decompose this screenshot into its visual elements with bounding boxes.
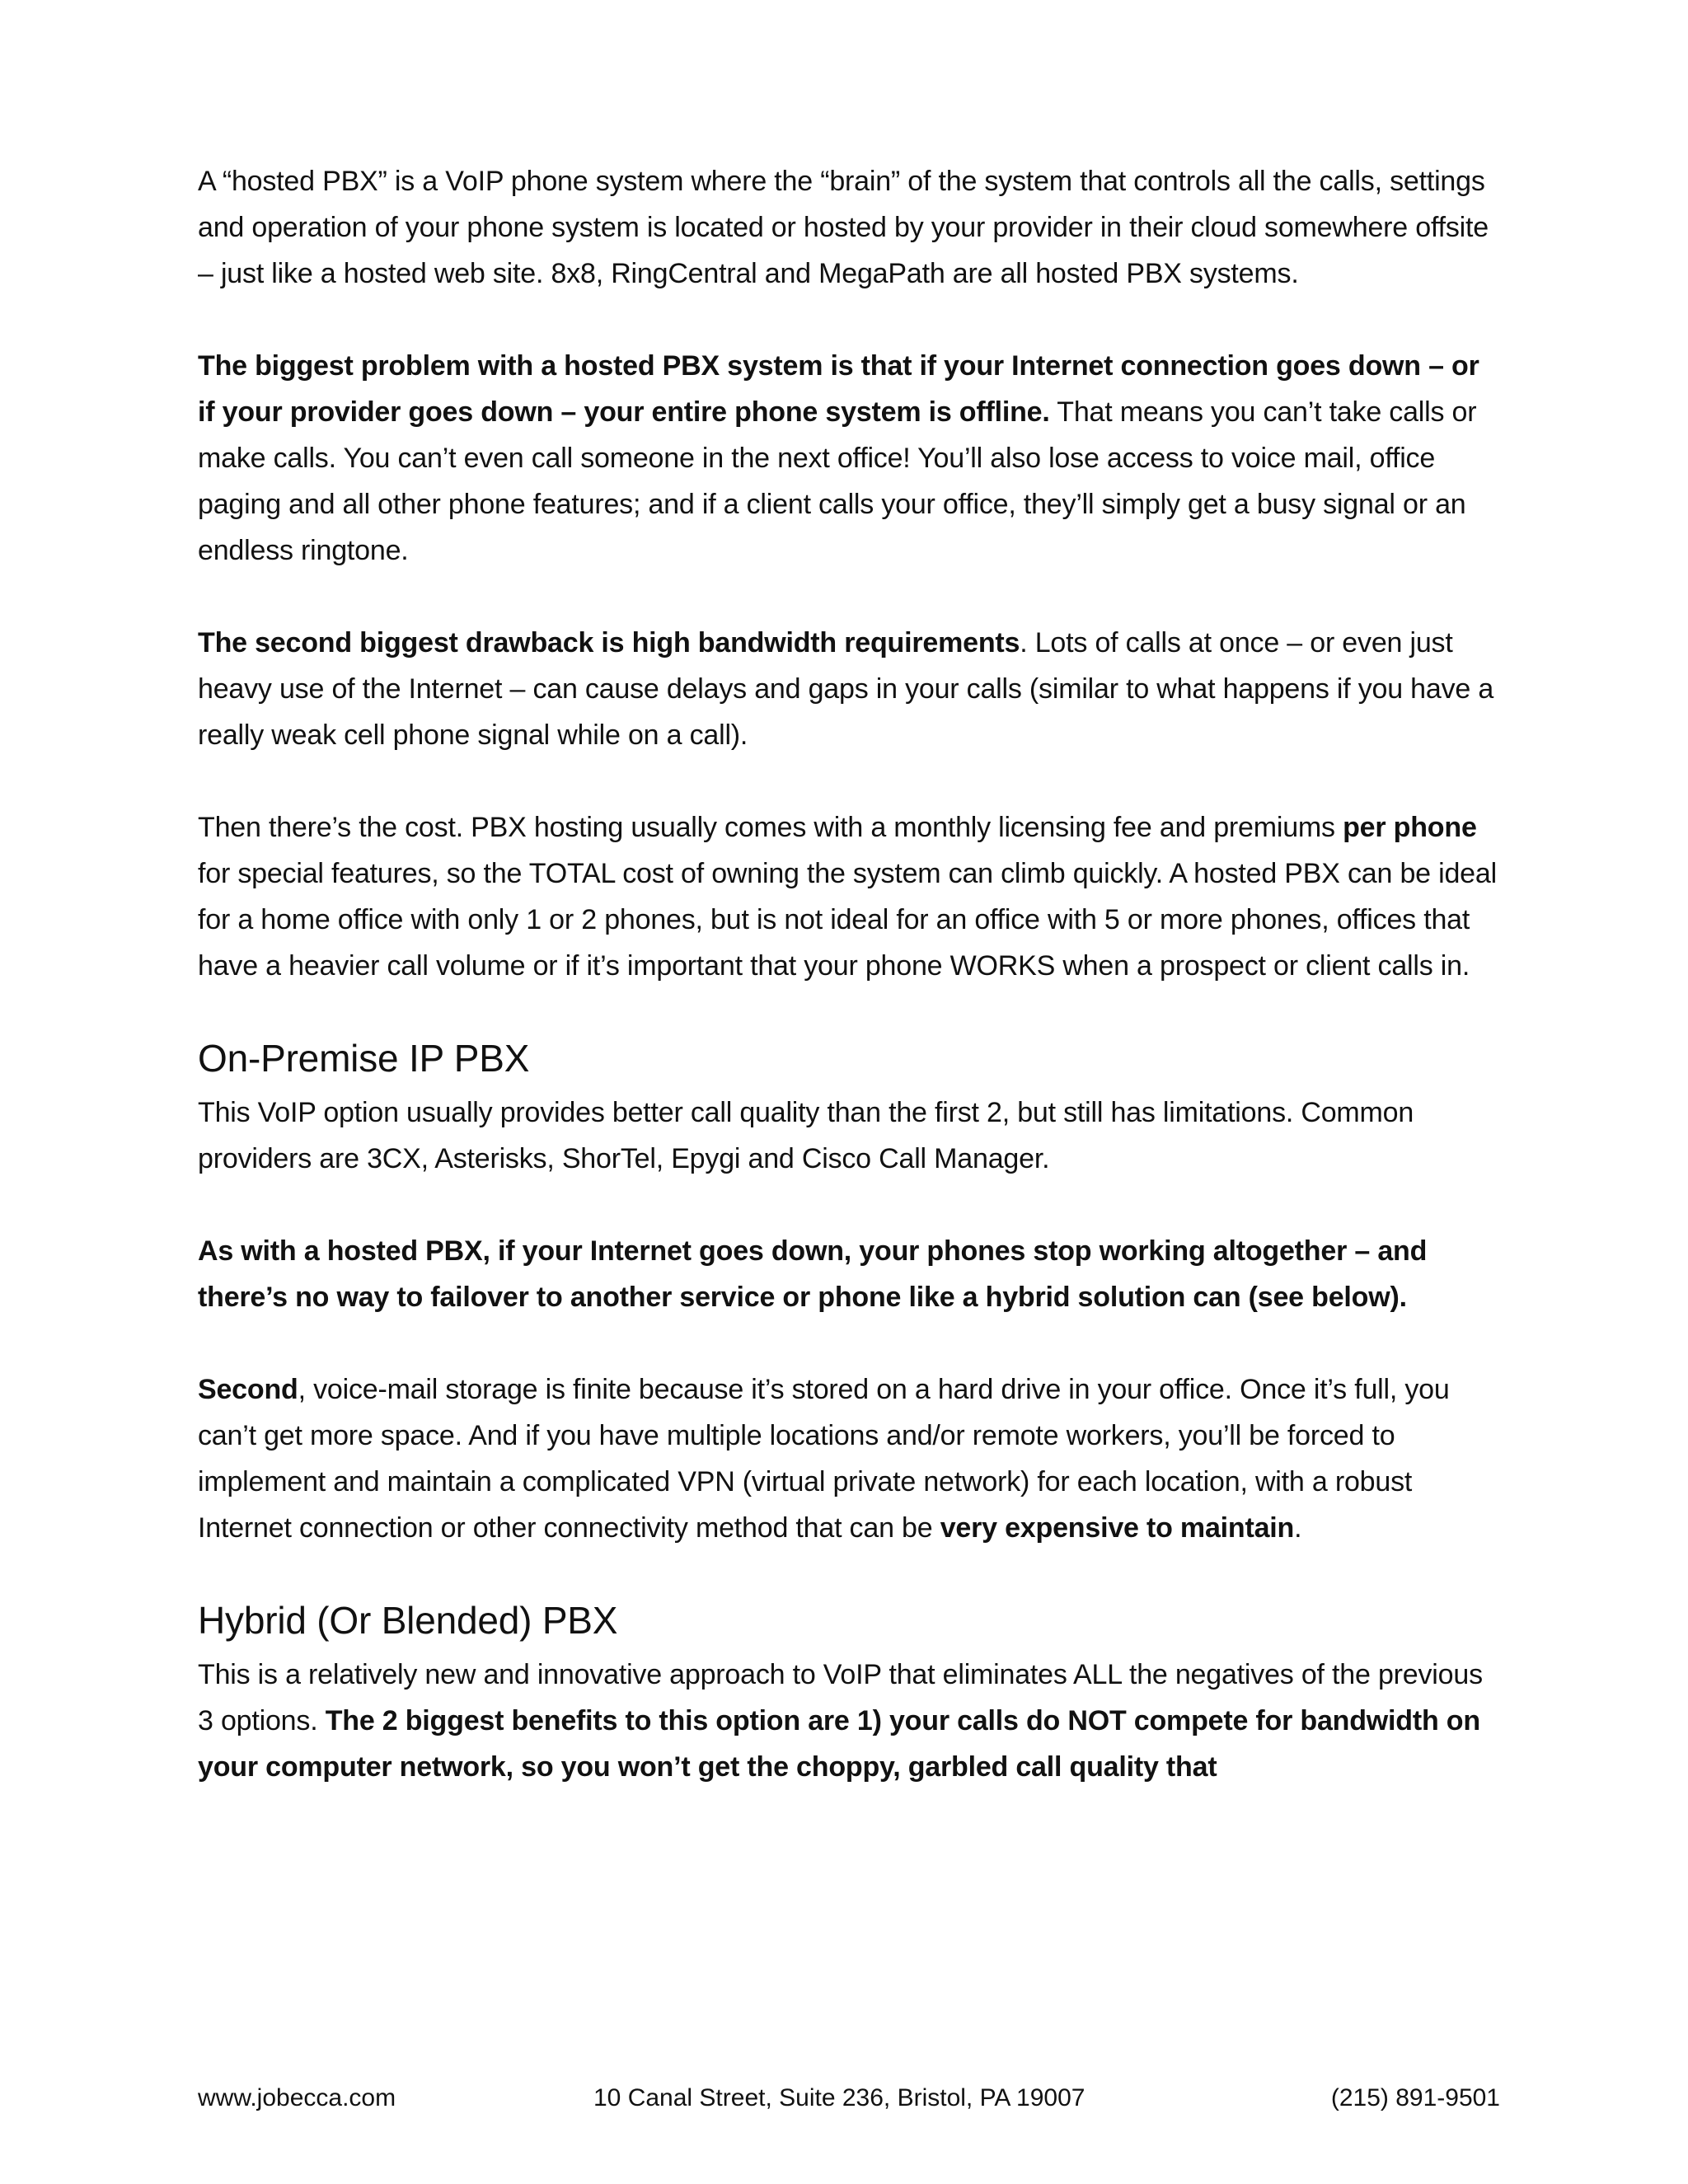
paragraph-text: This is a relatively new and innovative approach to VoIP that eliminates ALL the negatives of the previous 3 options. bbox=[198, 1659, 1483, 1736]
paragraph-text: . Lots of calls at once – or even just heavy use of the Internet – can cause delays and gaps in your calls (similar to what happens if you have a really weak cell phone signal while on a call). bbox=[198, 627, 1494, 751]
footer-website: www.jobecca.com bbox=[198, 2084, 396, 2111]
paragraph-hosted-pbx-problem bbox=[198, 343, 1500, 574]
bold-text: The biggest problem with a hosted PBX system is that if your Internet connection goes down – or if your provider goes down – your entire phone system is offline. bbox=[198, 350, 1479, 428]
page-footer bbox=[198, 2082, 1500, 2115]
paragraph-voicemail-storage bbox=[198, 1366, 1500, 1551]
paragraph-text: That means you can’t take calls or make calls. You can’t even call someone in the next office! You’ll also lose access to voice mail, office paging and all other phone features; and if a client calls your office, they’ll simply get a busy signal or an endless ringtone. bbox=[198, 396, 1477, 566]
paragraph-on-premise-intro bbox=[198, 1090, 1500, 1182]
paragraph-text: for special features, so the TOTAL cost of owning the system can climb quickly. A hosted PBX can be ideal for a home office with only 1 or 2 phones, but is not ideal for an office with 5 or more phones, offices that have a heavier call volume or if it’s important that your phone WORKS when a prospect or client calls in. bbox=[198, 858, 1497, 982]
paragraph-bandwidth-drawback bbox=[198, 620, 1500, 758]
paragraph-text: , voice-mail storage is finite because it’s stored on a hard drive in your office. Once it’s full, you can’t get more space. And if you have multiple locations and/or remote workers, you’ll be forced to implement and maintain a complicated VPN (virtual private network) for each location, with a robust Internet connection or other connectivity method that can be bbox=[198, 1374, 1450, 1544]
bold-text: The second biggest drawback is high bandwidth requirements bbox=[198, 627, 1020, 658]
paragraph-text: A “hosted PBX” is a VoIP phone system where the “brain” of the system that controls all the calls, settings and operation of your phone system is located or hosted by your provider in their cloud somewhere offsite – just like a hosted web site. 8x8, RingCentral and MegaPath are all hosted PBX systems. bbox=[198, 166, 1489, 289]
bold-text: The 2 biggest benefits to this option are 1) your calls do NOT compete for bandwidth on your computer network, so you won’t get the choppy, garbled call quality that bbox=[198, 1705, 1480, 1783]
paragraph-hosted-pbx-intro bbox=[198, 158, 1500, 297]
bold-text: very expensive to maintain bbox=[940, 1512, 1295, 1544]
paragraph-text: . bbox=[1294, 1512, 1302, 1544]
paragraph-on-premise-failover bbox=[198, 1228, 1500, 1320]
footer-address: 10 Canal Street, Suite 236, Bristol, PA 19007 bbox=[593, 2084, 1085, 2111]
paragraph-cost bbox=[198, 804, 1500, 989]
document-body bbox=[198, 158, 1500, 1836]
paragraph-text: Then there’s the cost. PBX hosting usually comes with a monthly licensing fee and premiums bbox=[198, 812, 1343, 843]
paragraph-text: This VoIP option usually provides better call quality than the first 2, but still has limitations. Common providers are 3CX, Asterisks, ShorTel, Epygi and Cisco Call Manager. bbox=[198, 1097, 1414, 1174]
paragraph-hybrid-intro bbox=[198, 1652, 1500, 1790]
bold-text: Second bbox=[198, 1374, 298, 1405]
bold-text: per phone bbox=[1343, 812, 1477, 843]
heading-hybrid-pbx: Hybrid (Or Blended) PBX bbox=[198, 1599, 618, 1642]
heading-on-premise-ip-pbx: On-Premise IP PBX bbox=[198, 1037, 530, 1080]
bold-text: As with a hosted PBX, if your Internet goes down, your phones stop working altogether – and there’s no way to failover to another service or phone like a hybrid solution can (see below). bbox=[198, 1235, 1428, 1313]
footer-phone: (215) 891-9501 bbox=[1330, 2084, 1500, 2111]
